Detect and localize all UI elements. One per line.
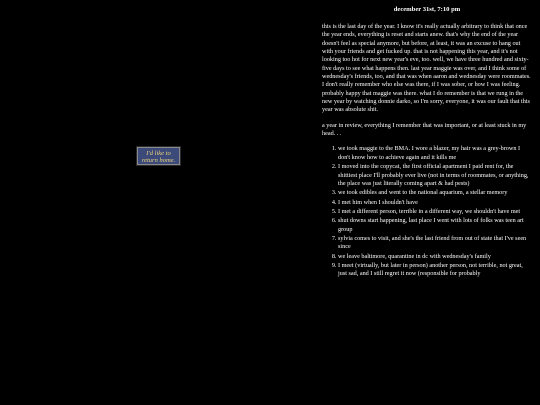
entry-paragraph: a year in review, everything I remember that was important, or at least stuck in my head. . . — [322, 121, 527, 138]
entry-body — [322, 23, 532, 280]
year-review-list — [322, 145, 532, 278]
list-item: 2. I moved into the copycat, the first official apartment I paid rent for, the shittiest place I'll probably ever live (not in terms of roommates, or anything, the place was just literally coming apart & had pests) — [338, 163, 532, 188]
list-item: 5. I met a different person, terrible in a different way, we shouldn't have met — [338, 208, 532, 216]
list-item: 8. we leave baltimore, quarantine in dc with wednesday's family — [338, 253, 532, 261]
list-item: 9. I meet (virtually, but later in person) another person, not terrible, not great, just sad, and I still regret it now (responsible for probably — [338, 262, 532, 279]
entry-title: december 31st, 7:10 pm — [393, 6, 461, 13]
entry-paragraph: this is the last day of the year. I know it's really actually arbitrary to think that once the year ends, everything is reset and starts anew. that's why the end of the year doesn't feel as special anymore, but before, at least, it was an excuse to hang out with your friends and get fucked up. that is not happening this year, and it's not looking too hot for next new year's eve, too. well, we have three hundred and sixty-five days to see what happens then. last year maggie was over, and I think some of wednesday's friends, too, and that was when aaron and wednesday were roommates. I don't really remember who else was there, if I was sober, or how I was feeling. probably happy that maggie was there. what I do remember is that we rung in the new year by watching donnie darko, so I'm sorry, everyone, it was our fault that this year was absolute shit. — [322, 23, 531, 114]
list-item: 4. I met him when I shouldn't have — [338, 199, 532, 207]
return-home-button[interactable]: I'd like to return home. — [137, 147, 180, 165]
list-item: 1. we took maggie to the BMA. I wore a blazer, my hair was a grey-brown I don't know how to achieve again and it kills me — [338, 145, 532, 162]
list-item: 6. shut downs start happening, last place I went with lots of folks was teen art group — [338, 217, 532, 234]
list-item: 7. sylvia comes to visit, and she's the last friend from out of state that I've seen since — [338, 235, 532, 252]
list-item: 3. we took edibles and went to the national aquarium, a stellar memory — [338, 189, 532, 197]
